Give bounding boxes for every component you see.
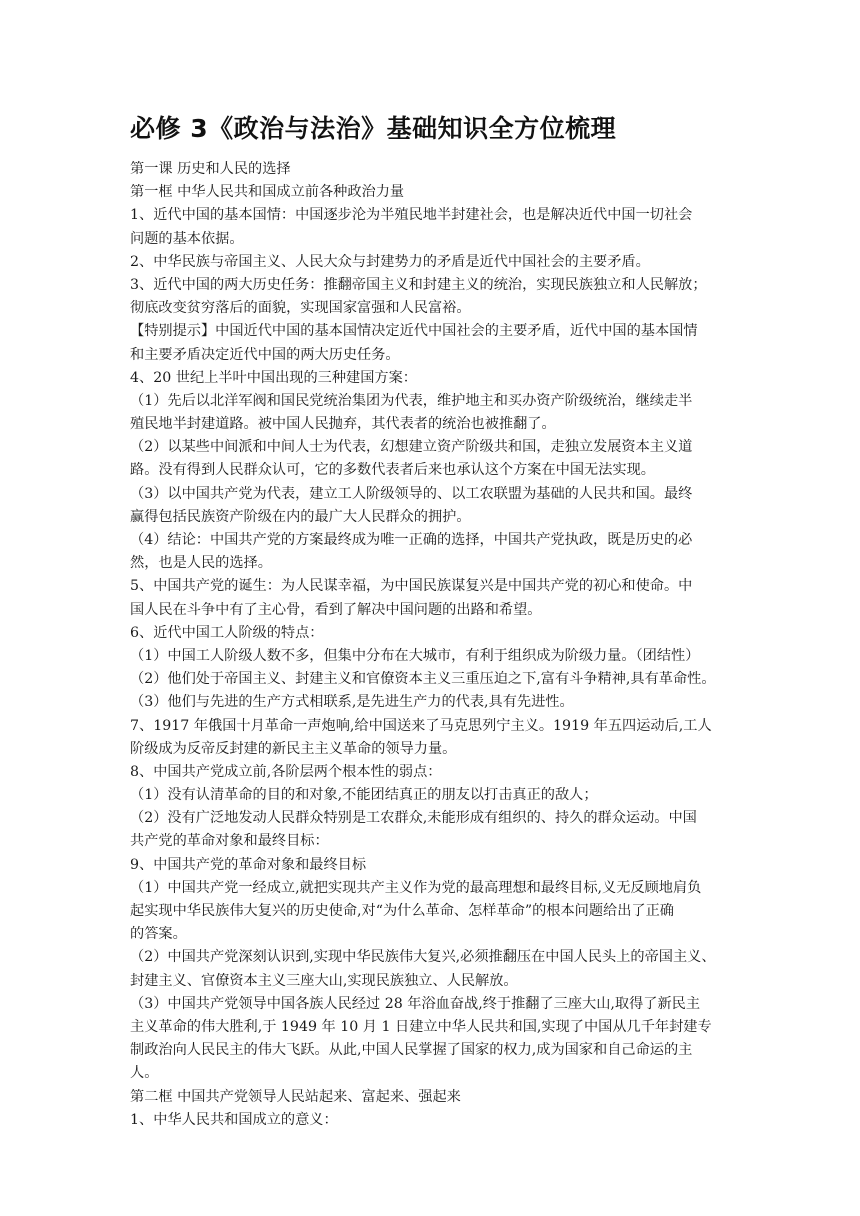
text-line: 然，也是人民的选择。 [130,555,272,572]
text-line: 第一框 中华人民共和国成立前各种政治力量 [130,184,405,201]
document-title: 必修 3《政治与法治》基础知识全方位梳理 [130,114,617,143]
text-line: 8、中国共产党成立前,各阶层两个根本性的弱点： [130,763,442,780]
text-line: （1）中国工人阶级人数不多，但集中分布在大城市，有利于组织成为阶级力量。（团结性） [130,647,700,664]
text-line: 2、中华民族与帝国主义、人民大众与封建势力的矛盾是近代中国社会的主要矛盾。 [130,253,650,270]
text-line: 6、近代中国工人阶级的特点： [130,624,324,641]
text-line: 起实现中华民族伟大复兴的历史使命,对“为什么革命、怎样革命”的根本问题给出了正确 [130,903,674,919]
text-line: 阶级成为反帝反封建的新民主主义革命的领导力量。 [130,740,457,757]
text-line: （2）他们处于帝国主义、封建主义和官僚资本主义三重压迫之下,富有斗争精神,具有革命性。 [130,671,716,688]
text-line: 封建主义、官僚资本主义三座大山,实现民族独立、人民解放。 [130,972,518,989]
text-line: 5、中国共产党的诞生：为人民谋幸福，为中国民族谋复兴是中国共产党的初心和使命。中 [130,578,693,595]
document-body [130,158,742,1132]
text-line: （1）没有认清革命的目的和对象,不能团结真正的朋友以打击真正的敌人； [130,787,598,804]
text-line: 主义革命的伟大胜利,于 1949 年 10 月 1 日建立中华人民共和国,实现了中国从几千年封建专 [130,1018,712,1035]
text-line: （4）结论：中国共产党的方案最终成为唯一正确的选择，中国共产党执政，既是历史的必 [130,532,693,548]
text-line: 的答案。 [130,926,187,943]
text-line: （3）他们与先进的生产方式相联系,是先进生产力的代表,具有先进性。 [130,694,574,711]
text-line: （3）中国共产党领导中国各族人民经过 28 年浴血奋战,终于推翻了三座大山,取得了新民主 [130,995,701,1012]
text-line: 9、中国共产党的革命对象和最终目标 [130,856,367,873]
text-line: 7、1917 年俄国十月革命一声炮响,给中国送来了马克思列宁主义。1919 年五四运动后,工人 [130,717,712,734]
document-page [130,112,742,1132]
text-line: 3、近代中国的两大历史任务：推翻帝国主义和封建主义的统治，实现民族独立和人民解放； [130,276,707,293]
text-line: （2）中国共产党深刻认识到,实现中华民族伟大复兴,必须推翻压在中国人民头上的帝国主义、 [130,949,716,966]
text-line: （2）以某些中间派和中间人士为代表，幻想建立资产阶级共和国，走独立发展资本主义道 [130,439,693,456]
text-line: （1）中国共产党一经成立,就把实现共产主义作为党的最高理想和最终目标,义无反顾地肩负 [130,879,702,896]
text-line: 国人民在斗争中有了主心骨，看到了解决中国问题的出路和希望。 [130,601,542,618]
text-line: 1、中华人民共和国成立的意义： [130,1111,338,1128]
text-line: 【特别提示】中国近代中国的基本国情决定近代中国社会的主要矛盾，近代中国的基本国情 [130,323,698,340]
text-line: （1）先后以北洋军阀和国民党统治集团为代表，维护地主和买办资产阶级统治，继续走半 [130,392,693,409]
text-line: 1、近代中国的基本国情：中国逐步沦为半殖民地半封建社会，也是解决近代中国一切社会 [130,207,693,224]
text-line: （3）以中国共产党为代表，建立工人阶级领导的、以工农联盟为基础的人民共和国。最终 [130,485,693,502]
text-line: 人。 [130,1065,159,1082]
text-line: 彻底改变贫穷落后的面貌，实现国家富强和人民富裕。 [130,300,471,317]
text-line: 4、20 世纪上半叶中国出现的三种建国方案： [130,369,417,386]
text-line: 路。没有得到人民群众认可，它的多数代表者后来也承认这个方案在中国无法实现。 [130,462,655,479]
text-line: 第一课 历史和人民的选择 [130,161,291,177]
text-line: 问题的基本依据。 [130,230,244,247]
text-line: 赢得包括民族资产阶级在内的最广大人民群众的拥护。 [130,508,471,525]
text-line: 第二框 中国共产党领导人民站起来、富起来、强起来 [130,1088,461,1105]
text-line: （2）没有广泛地发动人民群众特别是工农群众,未能形成有组织的、持久的群众运动。中国 [130,810,697,827]
text-line: 制政治向人民民主的伟大飞跃。从此,中国人民掌握了国家的权力,成为国家和自己命运的主 [130,1042,693,1059]
text-line: 共产党的革命对象和最终目标： [130,833,329,850]
text-line: 和主要矛盾决定近代中国的两大历史任务。 [130,346,400,363]
text-line: 殖民地半封建道路。被中国人民抛弃，其代表者的统治也被推翻了。 [130,416,556,433]
